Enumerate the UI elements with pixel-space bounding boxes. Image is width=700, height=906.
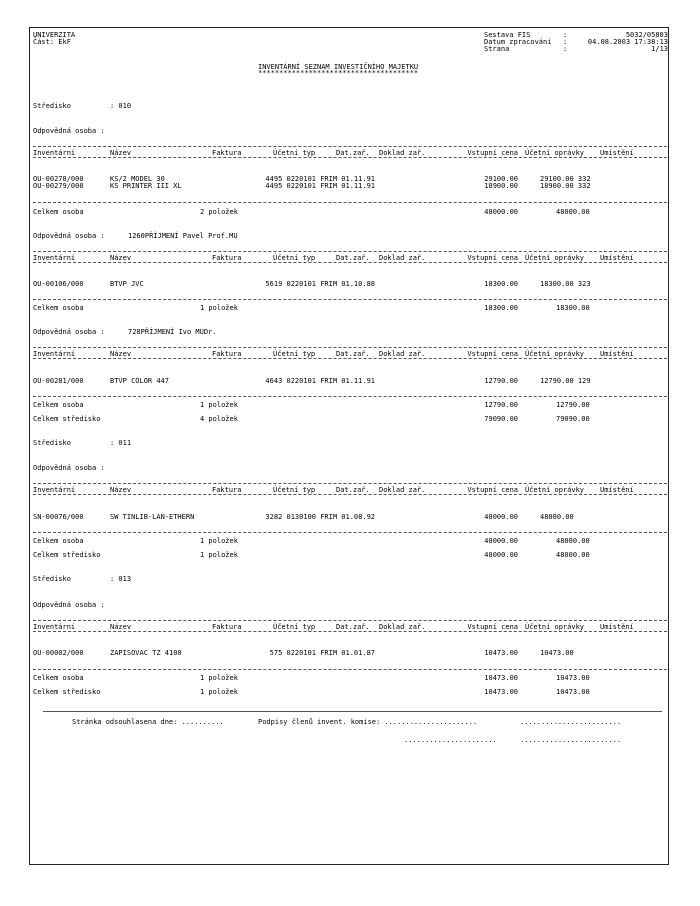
colon: : (563, 45, 568, 53)
asset-record: 575 0220101 FRIM 01.01.87 (269, 649, 375, 657)
person-total-label: Celkem osoba (33, 304, 84, 312)
colon: : (563, 38, 568, 46)
column-header: Název (110, 254, 132, 262)
separator-line (33, 157, 667, 158)
approval-date-line: Stránka odsouhlasena dne: .......... (72, 718, 224, 726)
stredisko-total-depreciation: 79090.00 (556, 415, 590, 423)
title-underline: ************************************** (258, 69, 419, 77)
column-header: Vstupní cena (467, 623, 518, 631)
part-name: Část: EkF (33, 38, 71, 46)
accumulated-depreciation: 29100.00 332 (540, 175, 591, 183)
column-header: Inventární (33, 254, 76, 262)
person-total-depreciation: 18300.00 (556, 304, 590, 312)
asset-name: KS PRINTER III XL (110, 182, 182, 190)
inventory-number: OU-00106/000 (33, 280, 84, 288)
column-header: Inventární (33, 623, 76, 631)
column-header: Účetní oprávky (525, 623, 585, 631)
person-total-depreciation: 10473.00 (556, 674, 590, 682)
page-number: 1/13 (651, 45, 668, 53)
column-header: Faktura (212, 149, 242, 157)
column-header: Název (110, 623, 132, 631)
column-header: Účetní oprávky (525, 254, 585, 262)
inventory-number: OU-00278/000 (33, 175, 84, 183)
stredisko-total-count: 1 položek (200, 551, 238, 559)
accumulated-depreciation: 10473.00 (540, 649, 574, 657)
separator-line (33, 299, 667, 300)
stredisko-total-count: 4 položek (200, 415, 238, 423)
entry-price: 18900.00 (484, 182, 518, 190)
column-header: Dat.zař. (336, 149, 370, 157)
column-header: Účetní typ (273, 254, 316, 262)
asset-name: KS/2 MODEL 30 (110, 175, 165, 183)
responsible-person-label: Odpovědná osoba : (33, 232, 105, 240)
signature-line: ........................ (520, 718, 622, 726)
stredisko-total-label: Celkem středisko (33, 415, 101, 423)
inventory-number: OU-00002/000 (33, 649, 84, 657)
stredisko-label: Středisko (33, 102, 71, 110)
accumulated-depreciation: 12790.00 129 (540, 377, 591, 385)
column-header: Účetní typ (273, 486, 316, 494)
committee-signatures-line: Podpisy členů invent. komise: ...................... (258, 718, 478, 726)
column-header: Dat.zař. (336, 350, 370, 358)
report-title: INVENTÁRNÍ SEZNAM INVESTIČNÍHO MAJETKU (258, 63, 419, 71)
column-header: Faktura (212, 623, 242, 631)
responsible-person-label: Odpovědná osoba : (33, 127, 105, 135)
accumulated-depreciation: 18300.00 323 (540, 280, 591, 288)
person-total-count: 1 položek (200, 401, 238, 409)
person-total-label: Celkem osoba (33, 537, 84, 545)
person-total-label: Celkem osoba (33, 674, 84, 682)
asset-record: 4643 0220101 FRIM 01.11.91 (265, 377, 375, 385)
separator-line (33, 532, 667, 533)
person-total-count: 1 položek (200, 304, 238, 312)
column-header: Umístění (600, 350, 634, 358)
asset-record: 4495 0220101 FRIM 01.11.91 (265, 182, 375, 190)
stredisko-label: Středisko (33, 439, 71, 447)
column-header: Účetní oprávky (525, 486, 585, 494)
asset-record: 5619 0220101 FRIM 01.10.88 (265, 280, 375, 288)
column-header: Umístění (600, 623, 634, 631)
column-header: Dat.zař. (336, 254, 370, 262)
column-header: Název (110, 486, 132, 494)
stredisko-total-label: Celkem středisko (33, 688, 101, 696)
entry-price: 48000.00 (484, 513, 518, 521)
separator-line (33, 669, 667, 670)
accumulated-depreciation: 18900.00 332 (540, 182, 591, 190)
separator-line (33, 358, 667, 359)
column-header: Účetní oprávky (525, 149, 585, 157)
column-header: Inventární (33, 486, 76, 494)
page-label: Strana (484, 45, 510, 53)
person-total-label: Celkem osoba (33, 401, 84, 409)
person-total-count: 1 položek (200, 537, 238, 545)
column-header: Umístění (600, 486, 634, 494)
asset-name: BTVP JVC (110, 280, 144, 288)
stredisko-total-label: Celkem středisko (33, 551, 101, 559)
accumulated-depreciation: 48000.00 (540, 513, 574, 521)
date-label: Datum zpracování (484, 38, 552, 46)
responsible-person-name: 728PŘÍJMENÍ Ivo MUDr. (128, 328, 217, 336)
column-header: Účetní typ (273, 149, 316, 157)
column-header: Doklad zař. (379, 623, 426, 631)
column-header: Faktura (212, 254, 242, 262)
person-total-depreciation: 48000.00 (556, 537, 590, 545)
column-header: Faktura (212, 486, 242, 494)
responsible-person-label: Odpovědná osoba : (33, 464, 105, 472)
inventory-number: OU-00281/000 (33, 377, 84, 385)
asset-name: ZAPISOVAC TZ 4100 (110, 649, 182, 657)
person-total-price: 10473.00 (484, 674, 518, 682)
column-header: Dat.zař. (336, 486, 370, 494)
column-header: Faktura (212, 350, 242, 358)
inventory-number: SN-00076/000 (33, 513, 84, 521)
person-total-price: 48000.00 (484, 208, 518, 216)
person-total-label: Celkem osoba (33, 208, 84, 216)
org-name: UNIVERZITA (33, 31, 76, 39)
column-header: Vstupní cena (467, 149, 518, 157)
responsible-person-name: 1260PŘÍJMENÍ Pavel Prof.MU (128, 232, 238, 240)
stredisko-total-price: 79090.00 (484, 415, 518, 423)
separator-line (33, 494, 667, 495)
column-header: Název (110, 350, 132, 358)
entry-price: 12790.00 (484, 377, 518, 385)
separator-line (33, 620, 667, 621)
footer-rule (43, 711, 662, 712)
person-total-count: 1 položek (200, 674, 238, 682)
stredisko-label: Středisko (33, 575, 71, 583)
separator-line (33, 262, 667, 263)
column-header: Inventární (33, 350, 76, 358)
stredisko-total-depreciation: 48000.00 (556, 551, 590, 559)
responsible-person-label: Odpovědná osoba : (33, 601, 105, 609)
entry-price: 10473.00 (484, 649, 518, 657)
column-header: Doklad zař. (379, 486, 426, 494)
stredisko-total-price: 10473.00 (484, 688, 518, 696)
column-header: Název (110, 149, 132, 157)
stredisko-code: : 013 (110, 575, 132, 583)
column-header: Doklad zař. (379, 149, 426, 157)
person-total-depreciation: 48000.00 (556, 208, 590, 216)
stredisko-total-price: 48000.00 (484, 551, 518, 559)
inventory-number: OU-00279/000 (33, 182, 84, 190)
stredisko-total-count: 1 položek (200, 688, 238, 696)
person-total-count: 2 položek (200, 208, 238, 216)
column-header: Dat.zař. (336, 623, 370, 631)
person-total-depreciation: 12790.00 (556, 401, 590, 409)
column-header: Vstupní cena (467, 254, 518, 262)
entry-price: 18300.00 (484, 280, 518, 288)
column-header: Vstupní cena (467, 486, 518, 494)
signature-line: ...................... (404, 736, 497, 744)
responsible-person-label: Odpovědná osoba : (33, 328, 105, 336)
person-total-price: 48000.00 (484, 537, 518, 545)
report-label: Sestava FIS (484, 31, 531, 39)
column-header: Účetní typ (273, 623, 316, 631)
stredisko-code: : 010 (110, 102, 132, 110)
asset-record: 3282 0130100 FRIM 01.08.92 (265, 513, 375, 521)
person-total-price: 18300.00 (484, 304, 518, 312)
column-header: Umístění (600, 254, 634, 262)
column-header: Umístění (600, 149, 634, 157)
separator-line (33, 631, 667, 632)
column-header: Vstupní cena (467, 350, 518, 358)
column-header: Účetní oprávky (525, 350, 585, 358)
signature-line: ........................ (520, 736, 622, 744)
stredisko-code: : 011 (110, 439, 132, 447)
separator-line (33, 347, 667, 348)
column-header: Doklad zař. (379, 350, 426, 358)
column-header: Doklad zař. (379, 254, 426, 262)
separator-line (33, 146, 667, 147)
stredisko-total-depreciation: 10473.00 (556, 688, 590, 696)
separator-line (33, 202, 667, 203)
entry-price: 29100.00 (484, 175, 518, 183)
report-id: 5032/05803 (625, 31, 668, 39)
asset-name: SW TINLIB-LAN-ETHERN (110, 513, 195, 521)
asset-name: BTVP COLOR 447 (110, 377, 170, 385)
separator-line (33, 396, 667, 397)
separator-line (33, 483, 667, 484)
column-header: Účetní typ (273, 350, 316, 358)
asset-record: 4495 0220101 FRIM 01.11.91 (265, 175, 375, 183)
column-header: Inventární (33, 149, 76, 157)
colon: : (563, 31, 568, 39)
person-total-price: 12790.00 (484, 401, 518, 409)
separator-line (33, 251, 667, 252)
processing-date: 04.08.2003 17:38:13 (587, 38, 668, 46)
